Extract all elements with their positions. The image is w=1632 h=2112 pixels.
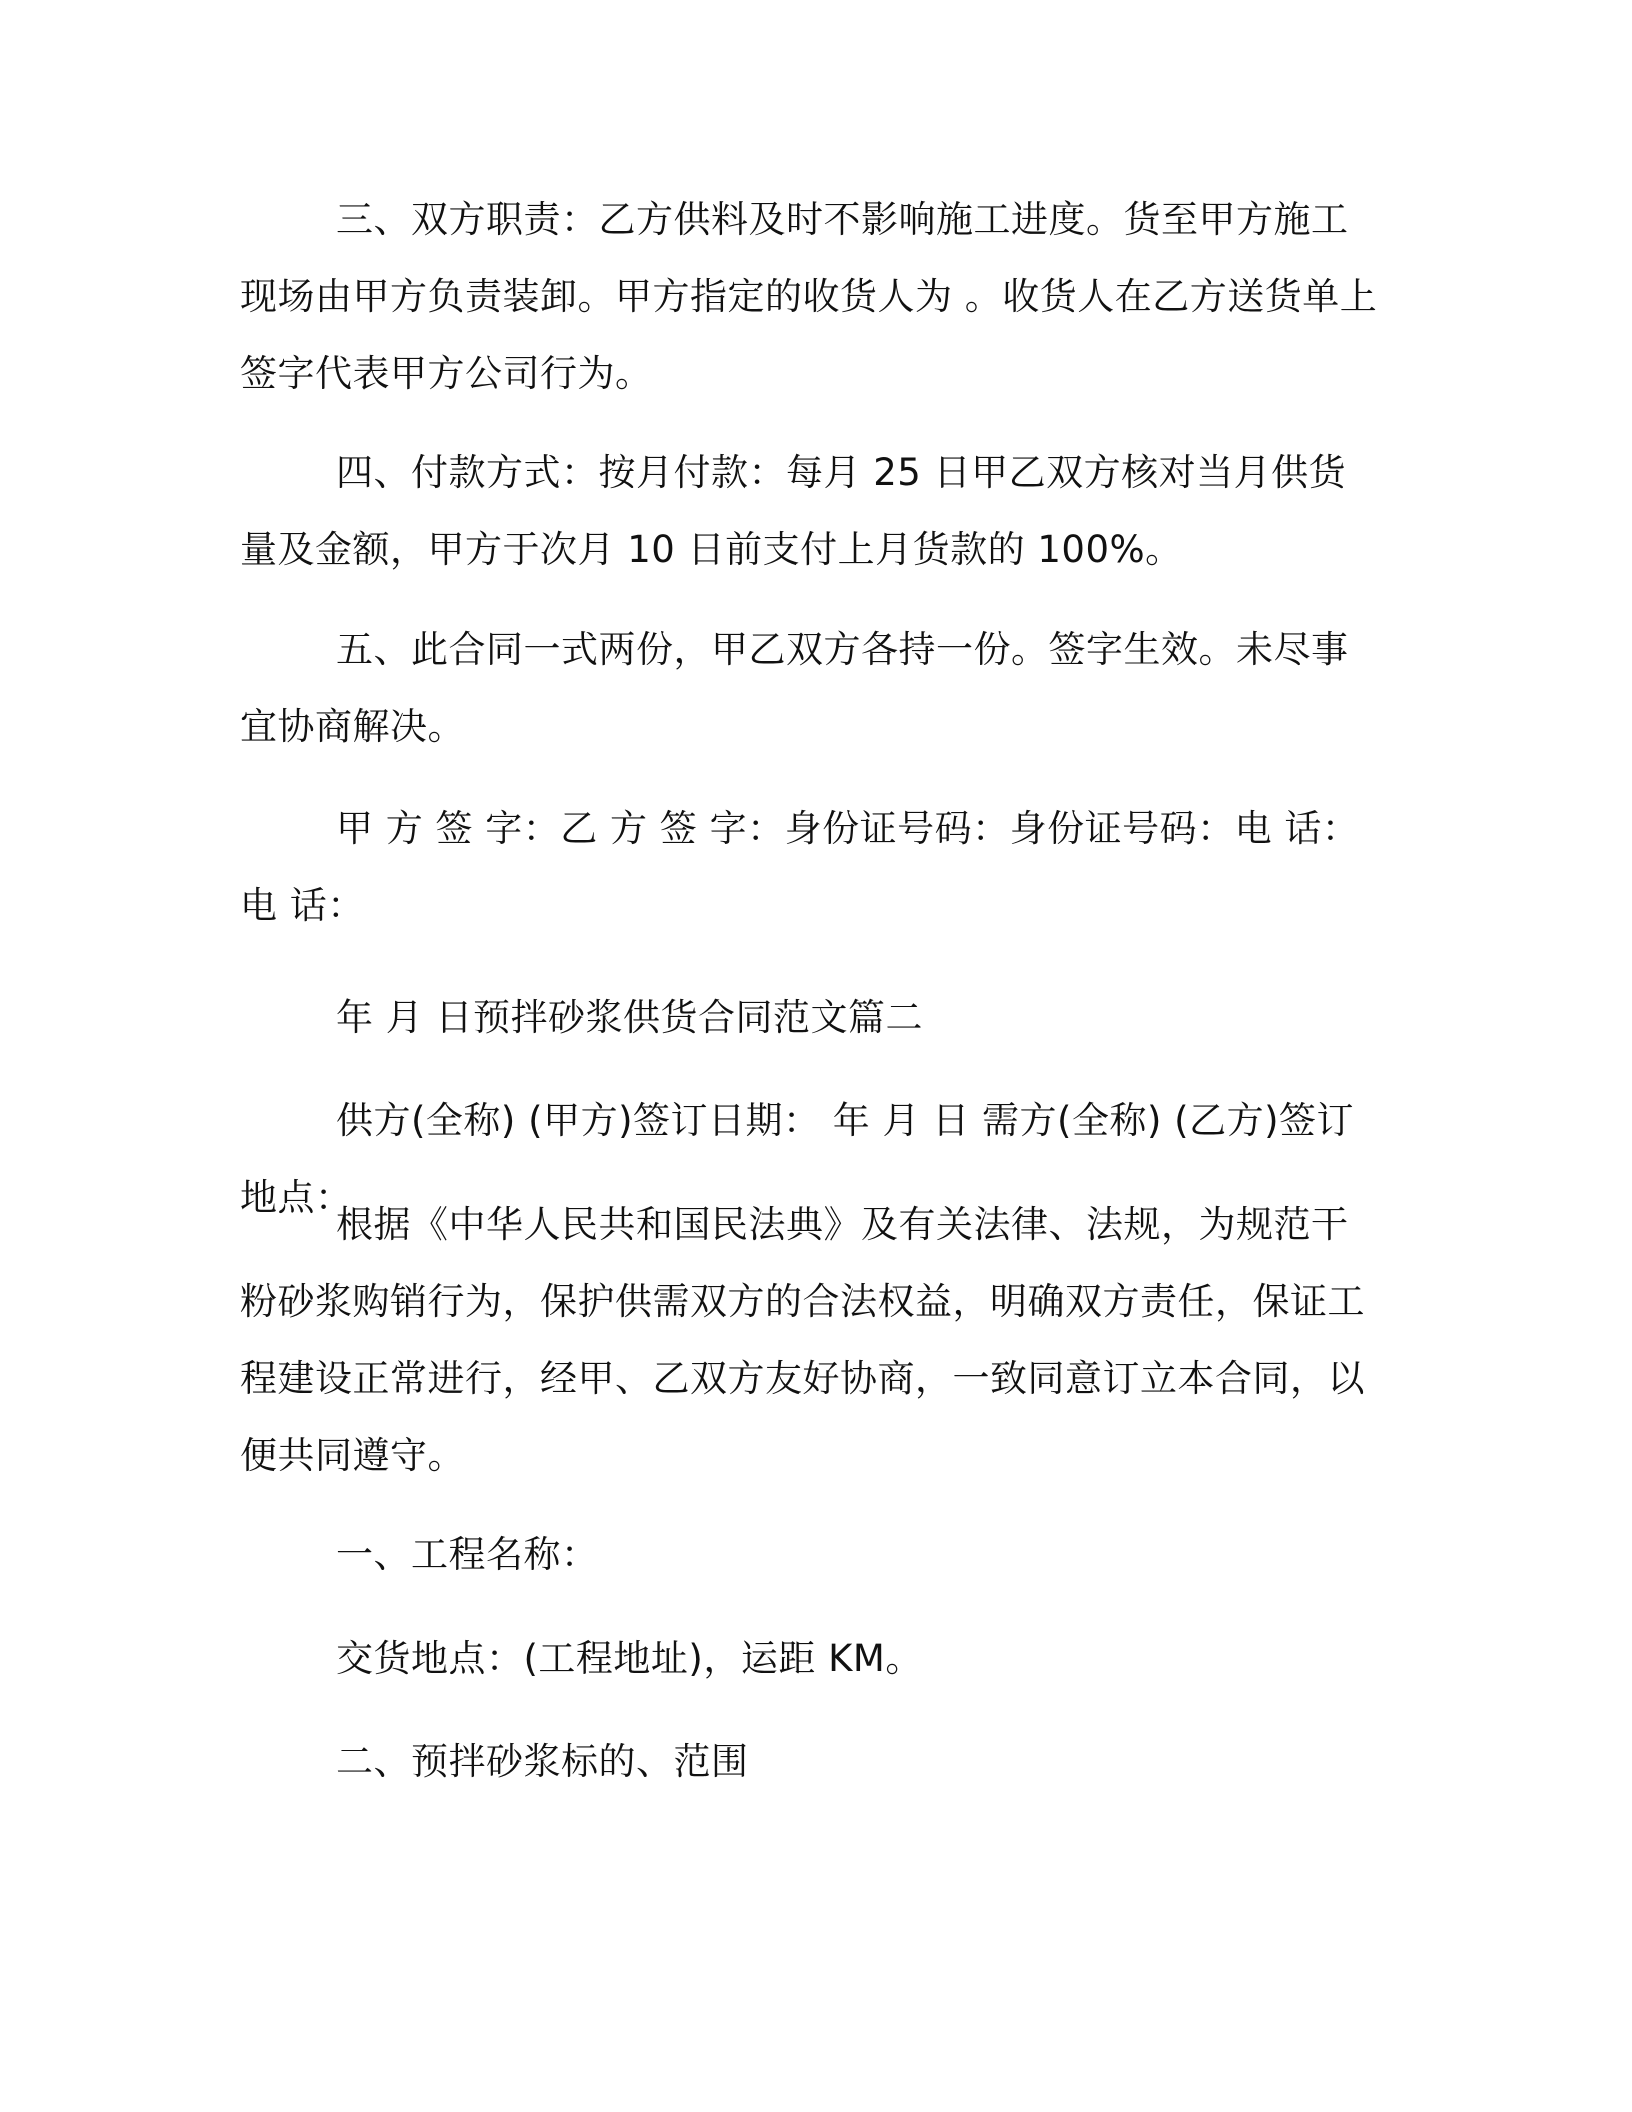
item-project-name: 一、工程名称： [336, 1533, 599, 1576]
paragraph-parties: 供方(全称) (甲方)签订日期： 年 月 日 需方(全称) (乙方)签订地点： [240, 1099, 1355, 1219]
paragraph-payment: 四、付款方式：按月付款：每月 25 日甲乙双方核对当月供货量及金额，甲方于次月 10 日前支付上月货款的 100%。 [240, 451, 1347, 571]
section-heading-two: 年 月 日预拌砂浆供货合同范文篇二 [336, 996, 924, 1039]
paragraph-signatures: 甲 方 签 字：乙 方 签 字：身份证号码：身份证号码：电 话：电 话： [240, 807, 1360, 927]
paragraph-basis: 根据《中华人民共和国民法典》及有关法律、法规，为规范干粉砂浆购销行为，保护供需双方的合法权益，明确双方责任，保证工程建设正常进行，经甲、乙双方友好协商，一致同意订立本合同，以便共同遵守。 [240, 1203, 1365, 1477]
item-mortar-scope: 二、预拌砂浆标的、范围 [336, 1740, 749, 1783]
item-delivery-location: 交货地点：(工程地址)，运距 KM。 [336, 1637, 923, 1680]
paragraph-copies: 五、此合同一式两份，甲乙双方各持一份。签字生效。未尽事宜协商解决。 [240, 628, 1349, 748]
paragraph-duties: 三、双方职责：乙方供料及时不影响施工进度。货至甲方施工现场由甲方负责装卸。甲方指定的收货人为 。收货人在乙方送货单上签字代表甲方公司行为。 [240, 198, 1378, 395]
